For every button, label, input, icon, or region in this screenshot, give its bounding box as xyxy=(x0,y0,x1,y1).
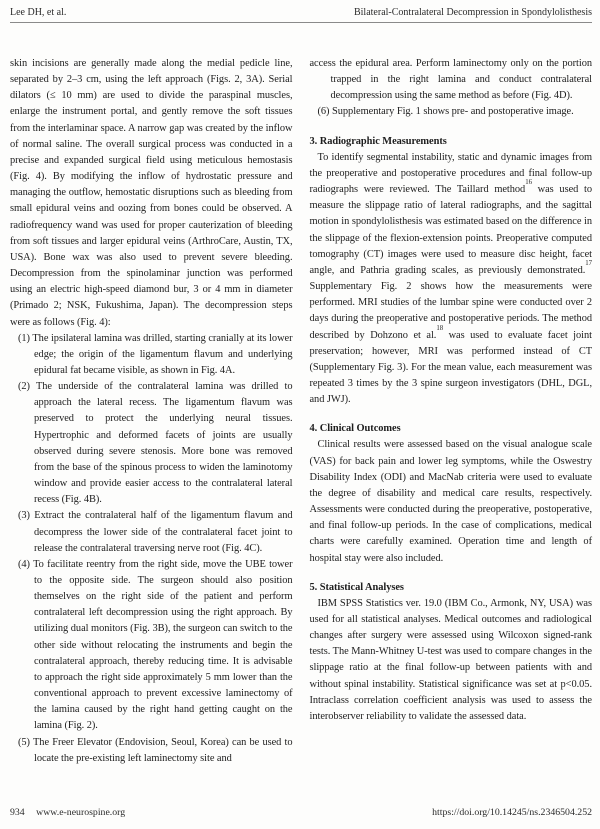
running-title: Bilateral-Contralateral Decompression in Spondylolisthesis xyxy=(353,7,592,18)
step-text: Supplementary Fig. 1 shows pre- and postoperative image. xyxy=(332,106,574,118)
step-marker: (4) xyxy=(18,558,30,570)
paragraph-surgical-method-continuation: skin incisions are generally made along the medial pedicle line, separated by 2–3 cm, using the left approach (Figs. 2, 3A). Serial dilators (≤ 10 mm) are used to divide the paraspinal muscles, enlarge the instrument portal, and gently remove the soft tissues from the interlaminar space. A narrow gap was created by the inflow of normal saline. The overall surgical process was conducted in a precise and expanded surgical field using meticulous hemostasis (Fig. 4). By modifying the inflow of hydrostatic pressure and managing the outflow, hemostatic disruptions such as bleeding from small epidural veins and oozing from bones could be observed. A radiofrequency wand was used for proper cauterization of bleeding from soft tissues and larger epidural veins (ArthroCare, Austin, TX, USA). Bone wax was also used to prevent severe bleeding. Decompression from the spinolaminar junction was performed using an electric high-speed diamond bur, 3 or 4 mm in diameter (Primado 2; NSK, Fukushima, Japan). The decompression steps were as follows (Fig. 4): xyxy=(10,58,293,328)
procedure-step-5 xyxy=(10,735,293,767)
footer-left xyxy=(10,807,125,818)
step-marker: (1) xyxy=(18,332,30,344)
step-marker: (2) xyxy=(18,381,30,393)
section-heading-statistical-analyses: 5. Statistical Analyses xyxy=(309,581,404,593)
procedure-step-6 xyxy=(310,104,593,120)
citation-ref-17: 17 xyxy=(585,260,592,268)
body-text: was used to evaluate facet joint preservation; however, MRI was performed instead of CT (Supplementary Fig. 3). For the mean value, each measurement was repeated 3 times by the 3 spine surgeon investigators (DHL, DGL, and JWJ). xyxy=(309,329,592,406)
page-number: 934 xyxy=(10,807,25,818)
section-heading-radiographic-measurements: 3. Radiographic Measurements xyxy=(309,135,447,147)
step-marker: (6) xyxy=(317,106,330,118)
paragraph-statistical-analyses: IBM SPSS Statistics ver. 19.0 (IBM Co., Armonk, NY, USA) was used for all statistical analyses. Medical outcomes and radiological changes after surgery were assessed using Wilcoxon signed-rank tests. The Mann-Whitney U-test was used to compare changes in the slippage ratio at the final follow-up between patients with and without spinal instability. Statistical significance was set at p<0.05. Intraclass correlation coefficient analysis was used to assess the interobserver reliability to validate the assessed data. xyxy=(309,597,592,722)
body-text: Supplementary Fig. 2 shows how the measurements were performed. MRI studies of the lumbar spine were conducted over 2 days during the preoperative and postoperative periods. The method described by Dohzono et al. xyxy=(309,281,592,341)
procedure-step-4 xyxy=(10,557,293,735)
running-head xyxy=(10,7,592,23)
left-column xyxy=(10,56,293,767)
step-marker: (3) xyxy=(18,510,30,522)
body-text: was used to measure the slippage ratio of lateral radiographs, and the sagittal motion in spondylolisthesis was estimated based on the difference in the slippage of the flexion-extension points. Preoperative computed tomography (CT) images were used to measure disc height, facet angle, and Pathria grading scales, as previously demonstrated. xyxy=(309,184,593,276)
procedure-step-2 xyxy=(10,379,293,508)
procedure-step-3 xyxy=(10,508,293,556)
procedure-step-5-continuation: access the epidural area. Perform laminectomy only on the portion trapped in the right lamina and conduct contralateral decompression using the same method as before (Fig. 4D). xyxy=(309,58,592,102)
body-text: To identify segmental instability, static and dynamic images from the preoperative and postoperative procedures and final follow-up radiographs were reviewed. The Taillard method xyxy=(309,151,592,196)
step-text: To facilitate reentry from the right side, move the UBE tower to the opposite side. The surgeon should also position themselves on the right side of the patient and perform contralateral left decompression using the right approach. By utilizing dual monitors (Fig. 3B), the surgeon can switch to the other side without relocating the instruments and begin the contralateral approach, thereby reducing time. It is advisable to approach the right side approximately 5 mm lower than the conventional approach to prevent excessive laminectomy of the lamina caused by the right hand getting caught on the lamina (Fig. 2). xyxy=(33,558,293,732)
step-text: The Freer Elevator (Endovision, Seoul, Korea) can be used to locate the pre-existing left laminectomy site and xyxy=(33,736,293,764)
right-column xyxy=(310,56,593,767)
citation-ref-16: 16 xyxy=(525,179,532,187)
citation-ref-18: 18 xyxy=(436,324,444,332)
two-column-body xyxy=(10,56,592,767)
step-text: The underside of the contralateral lamina was drilled to approach the lateral recess. The ligamentum flavum was preserved to protect the underlying neural tissues. Hypertrophic and deformed facets of joints are usually observed during severe stenosis. More bone was removed from the base of the spinous process to widen the laminotomy window and provide easier access to the contralateral lateral recess (Fig. 4B). xyxy=(34,381,293,506)
step-marker: (5) xyxy=(18,736,30,748)
section-heading-clinical-outcomes: 4. Clinical Outcomes xyxy=(309,423,401,435)
step-text: Extract the contralateral half of the ligamentum flavum and decompress the lower side of the contralateral facet joint to release the contralateral traversing nerve root (Fig. 4C). xyxy=(34,510,293,554)
procedure-step-1 xyxy=(10,331,293,379)
page-footer xyxy=(10,807,592,818)
doi-url: https://doi.org/10.14245/ns.2346504.252 xyxy=(432,807,592,818)
step-text: The ipsilateral lamina was drilled, starting cranially at its lower edge; the origin of the ligamentum flavum and underlying epidural fat became visible, as shown in Fig. 4A. xyxy=(32,332,293,376)
paragraph-clinical-outcomes: Clinical results were assessed based on the visual analogue scale (VAS) for back pain and lower leg symptoms, while the Oswestry Disability Index (ODI) and MacNab criteria were used to evaluate the degree of disability and medical care results, respectively. Assessments were conducted during the preoperative, postoperative, and final follow-up periods. In the case of complications, medical charts were carefully examined. Operation time and length of hospital stay were also included. xyxy=(309,439,592,564)
journal-url: www.e-neurospine.org xyxy=(36,807,126,818)
running-author: Lee DH, et al. xyxy=(10,7,67,18)
paragraph-radiographic-measurements xyxy=(310,150,593,409)
